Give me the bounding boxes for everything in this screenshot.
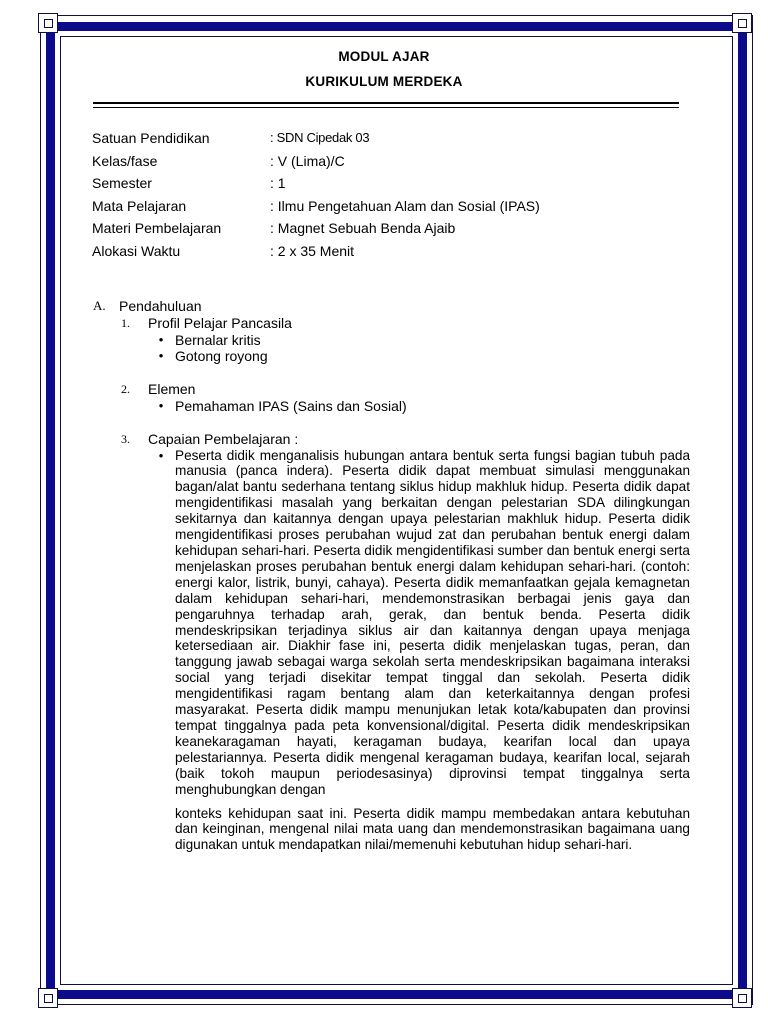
capaian-paragraph-continued: konteks kehidupan saat ini. Peserta didik mampu membedakan antara kebutuhan dan keinginan, mengenal nilai mata uang dan mendemonstrasikan bagaimana uang digunakan untuk mendapatkan nilai/memenuhi kebutuhan hidup sehari-hari. xyxy=(175,805,690,853)
info-value: : SDN Cipedak 03 xyxy=(270,130,370,145)
info-value: : V (Lima)/C xyxy=(270,152,345,169)
info-row xyxy=(92,127,540,150)
info-row xyxy=(92,240,540,263)
info-row xyxy=(92,172,540,195)
identity-table xyxy=(92,127,540,263)
border-corner-ornament xyxy=(732,988,752,1008)
border-corner-ornament xyxy=(732,13,752,33)
section-letter: A. xyxy=(93,298,106,313)
info-row xyxy=(92,195,540,218)
info-value: : 2 x 35 Menit xyxy=(270,242,355,259)
item-title: Elemen xyxy=(148,381,196,398)
bullet-text: Bernalar kritis xyxy=(175,331,261,348)
info-label: Mata Pelajaran xyxy=(92,197,187,214)
info-label: Semester xyxy=(92,175,152,192)
document-title: MODUL AJAR xyxy=(338,49,430,64)
info-label: Materi Pembelajaran xyxy=(92,220,222,237)
item-title: Capaian Pembelajaran : xyxy=(148,430,299,447)
info-label: Satuan Pendidikan xyxy=(92,130,210,146)
info-row xyxy=(92,217,540,240)
info-label: Kelas/fase xyxy=(92,152,158,169)
item-number: 1. xyxy=(121,315,130,330)
document-subtitle: KURIKULUM MERDEKA xyxy=(305,74,463,89)
info-value: : Magnet Sebuah Benda Ajaib xyxy=(270,220,456,237)
info-label: Alokasi Waktu xyxy=(92,242,181,259)
numbered-item xyxy=(121,315,693,332)
info-row xyxy=(92,150,540,173)
section-heading xyxy=(93,298,693,315)
bullet-icon: • xyxy=(158,397,164,413)
bullet-text: Pemahaman IPAS (Sains dan Sosial) xyxy=(175,397,407,414)
item-number: 3. xyxy=(121,431,130,446)
border-corner-ornament xyxy=(38,13,58,33)
numbered-item xyxy=(121,381,693,398)
bullet-icon: • xyxy=(158,348,164,364)
info-value: : Ilmu Pengetahuan Alam dan Sosial (IPAS) xyxy=(270,197,540,214)
bullet-icon: • xyxy=(158,447,164,463)
header-rule-thin xyxy=(93,107,679,108)
numbered-item xyxy=(121,431,693,448)
bullet-text: Gotong royong xyxy=(175,348,268,365)
bullet-item xyxy=(147,398,693,415)
bullet-item xyxy=(147,348,693,365)
bullet-icon: • xyxy=(158,331,164,347)
header-rule-thick xyxy=(93,102,679,104)
section-pendahuluan xyxy=(93,298,693,853)
info-value: : 1 xyxy=(270,175,286,192)
capaian-paragraph: Peserta didik menganalisis hubungan antara bentuk serta fungsi bagian tubuh pada manusia (panca indera). Peserta didik dapat membuat simulasi menggunakan bagan/alat bantu sederhana tentang siklus hidup makhluk hidup. Peserta didik dapat mengidentifikasi masalah yang berkaitan dengan pelestarian SDA dilingkungan sekitarnya dan kaitannya dengan upaya pelestarian makhluk hidup. Peserta didik mengidentifikasi proses perubahan wujud zat dan perubahan bentuk energi dalam kehidupan sehari-hari. Peserta didik mengidentifikasi sumber dan bentuk energi serta menjelaskan proses perubahan bentuk energi dalam kehidupan sehari-hari. (contoh: energi kalor, listrik, bunyi, cahaya). Peserta didik memanfaatkan gejala kemagnetan dalam kehidupan sehari-hari, mendemonstrasikan berbagai jenis gaya dan pengaruhnya terhadap arah, gerak, dan bentuk benda. Peserta didik mendeskripsikan terjadinya siklus air dan kaitannya dengan upaya menjaga ketersediaan air. Diakhir fase ini, peserta didik menjelaskan tugas, peran, dan tanggung jawab sebagai warga sekolah serta mendeskripsikan bagaimana interaksi social yang terjadi disekitar tempat tinggal dan sekolah. Peserta didik mengidentifikasi ragam bentang alam dan keterkaitannya dengan profesi masyarakat. Peserta didik mampu menunjukan letak kota/kabupaten dan provinsi tempat tinggalnya pada peta konvensional/digital. Peserta didik mendeskripsikan keanekaragaman hayati, keragaman budaya, kearifan local dan upaya pelestariannya. Peserta didik mengenal keragaman budaya, kearifan local, sejarah (baik tokoh maupun periodesasinya) diprovinsi tempat tinggalnya serta menghubungkan dengan xyxy=(175,447,690,797)
border-corner-ornament xyxy=(38,988,58,1008)
bullet-item xyxy=(147,448,693,798)
section-title: Pendahuluan xyxy=(119,298,202,314)
item-title: Profil Pelajar Pancasila xyxy=(148,314,292,331)
item-number: 2. xyxy=(121,382,130,397)
bullet-item xyxy=(147,332,693,349)
